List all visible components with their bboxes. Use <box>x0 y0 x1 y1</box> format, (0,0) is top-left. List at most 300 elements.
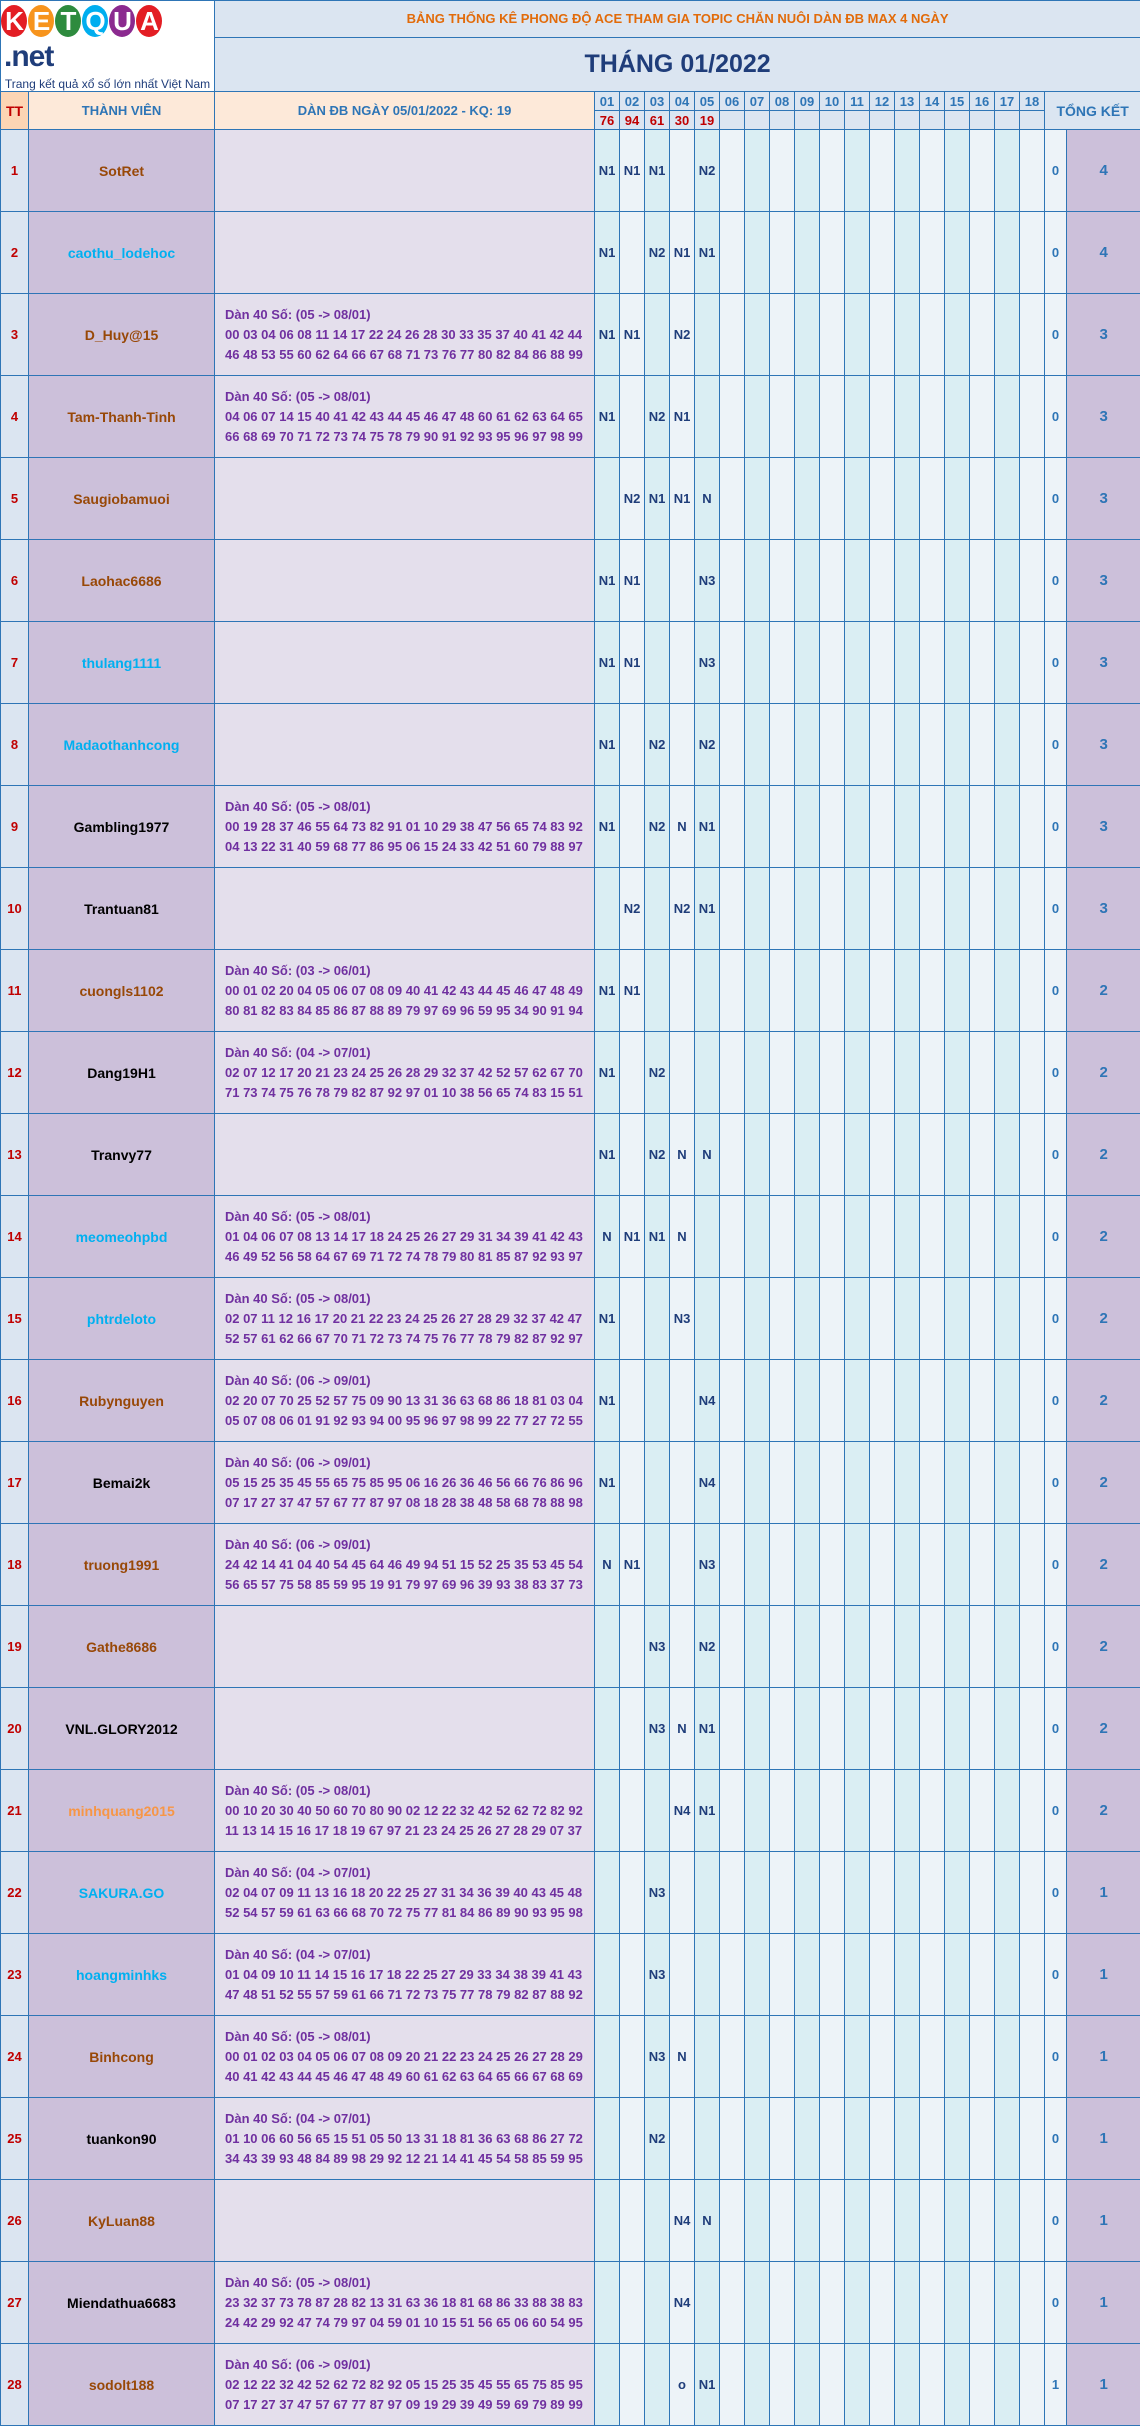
member-row <box>1 1770 1140 1852</box>
day-mark <box>995 1196 1020 1278</box>
day-mark <box>970 868 995 950</box>
day-mark <box>995 1114 1020 1196</box>
day-mark <box>845 1442 870 1524</box>
day-mark <box>595 1688 620 1770</box>
day-mark <box>945 1688 970 1770</box>
miss-count: 0 <box>1045 2016 1067 2098</box>
day-mark: N1 <box>595 376 620 458</box>
day-mark <box>795 868 820 950</box>
day-mark <box>795 540 820 622</box>
day-mark <box>620 376 645 458</box>
day-mark <box>1020 2344 1045 2426</box>
day-mark: N1 <box>620 950 645 1032</box>
day-mark <box>820 868 845 950</box>
day-mark <box>970 2262 995 2344</box>
miss-count: 0 <box>1045 1770 1067 1852</box>
member-name[interactable]: cuongls1102 <box>29 950 215 1032</box>
day-mark <box>720 2344 745 2426</box>
day-mark <box>870 1606 895 1688</box>
day-mark <box>870 1442 895 1524</box>
day-mark <box>670 1442 695 1524</box>
member-name[interactable]: D_Huy@15 <box>29 294 215 376</box>
row-number: 17 <box>1 1442 29 1524</box>
total-score: 1 <box>1067 2016 1140 2098</box>
dan-cell <box>215 1524 595 1606</box>
row-number: 16 <box>1 1360 29 1442</box>
dan-cell <box>215 376 595 458</box>
day-mark <box>795 1196 820 1278</box>
day-mark <box>970 950 995 1032</box>
day-mark <box>620 2098 645 2180</box>
day-mark <box>720 1278 745 1360</box>
day-mark <box>845 950 870 1032</box>
day-mark: N1 <box>595 786 620 868</box>
day-mark <box>645 1278 670 1360</box>
member-name[interactable]: Bemai2k <box>29 1442 215 1524</box>
day-mark <box>795 130 820 212</box>
member-name[interactable]: Dang19H1 <box>29 1032 215 1114</box>
day-mark <box>845 130 870 212</box>
member-name[interactable]: Rubynguyen <box>29 1360 215 1442</box>
day-mark <box>695 376 720 458</box>
day-mark <box>995 1770 1020 1852</box>
day-mark <box>895 458 920 540</box>
total-score: 3 <box>1067 622 1140 704</box>
day-mark: N2 <box>645 376 670 458</box>
day-mark <box>845 376 870 458</box>
day-mark <box>1020 704 1045 786</box>
day-mark <box>795 2180 820 2262</box>
row-number: 27 <box>1 2262 29 2344</box>
row-number: 19 <box>1 1606 29 1688</box>
day-mark <box>620 1852 645 1934</box>
day-mark <box>1020 1032 1045 1114</box>
day-mark <box>995 1278 1020 1360</box>
day-mark <box>870 2180 895 2262</box>
day-mark <box>645 1770 670 1852</box>
day-mark <box>720 2016 745 2098</box>
day-mark: N <box>695 2180 720 2262</box>
day-mark <box>720 458 745 540</box>
day-mark <box>895 950 920 1032</box>
day-mark <box>770 622 795 704</box>
day-mark <box>695 294 720 376</box>
member-name[interactable]: Laohac6686 <box>29 540 215 622</box>
day-mark <box>895 786 920 868</box>
day-result <box>745 111 770 130</box>
day-result <box>920 111 945 130</box>
day-mark <box>970 2180 995 2262</box>
member-name[interactable]: hoangminhks <box>29 1934 215 2016</box>
day-mark <box>945 540 970 622</box>
day-mark: N4 <box>695 1360 720 1442</box>
row-number: 22 <box>1 1852 29 1934</box>
day-mark: N2 <box>645 1032 670 1114</box>
member-name[interactable]: Madaothanhcong <box>29 704 215 786</box>
day-mark <box>970 376 995 458</box>
miss-count: 0 <box>1045 1524 1067 1606</box>
day-mark <box>620 1114 645 1196</box>
miss-count: 0 <box>1045 1688 1067 1770</box>
day-mark <box>970 1196 995 1278</box>
day-mark <box>695 1934 720 2016</box>
day-mark <box>870 868 895 950</box>
day-mark: N1 <box>595 704 620 786</box>
day-mark <box>1020 1524 1045 1606</box>
day-mark: N <box>670 2016 695 2098</box>
row-number: 28 <box>1 2344 29 2426</box>
dan-title: Dàn 40 Số: (05 -> 08/01) <box>225 798 371 814</box>
day-mark <box>945 704 970 786</box>
day-mark <box>995 622 1020 704</box>
day-mark <box>895 540 920 622</box>
day-header: 13 <box>895 92 920 111</box>
day-mark <box>970 540 995 622</box>
row-number: 12 <box>1 1032 29 1114</box>
dan-numbers: 05 15 25 35 45 55 65 75 85 95 06 16 26 36 46 56 66 76 86 96 07 17 27 37 47 57 67 77 87 97 08 18 28 38 48 58 68 78 88 98 <box>225 1474 583 1510</box>
day-mark <box>720 1114 745 1196</box>
total-score: 3 <box>1067 786 1140 868</box>
day-mark <box>770 2262 795 2344</box>
row-number: 6 <box>1 540 29 622</box>
day-mark <box>870 540 895 622</box>
day-mark <box>745 868 770 950</box>
day-mark <box>870 2262 895 2344</box>
day-mark <box>770 2016 795 2098</box>
day-mark <box>745 294 770 376</box>
member-row <box>1 458 1140 540</box>
day-mark <box>770 294 795 376</box>
logo[interactable] <box>1 1 215 92</box>
total-score: 2 <box>1067 1114 1140 1196</box>
day-mark <box>1020 2262 1045 2344</box>
day-mark <box>970 1278 995 1360</box>
dan-title: Dàn 40 Số: (05 -> 08/01) <box>225 1208 371 1224</box>
day-mark: N1 <box>695 786 720 868</box>
row-number: 15 <box>1 1278 29 1360</box>
day-mark <box>695 950 720 1032</box>
day-mark <box>970 1114 995 1196</box>
day-mark <box>895 130 920 212</box>
day-mark: N <box>670 786 695 868</box>
member-name[interactable]: meomeohpbd <box>29 1196 215 1278</box>
day-mark <box>820 294 845 376</box>
day-mark <box>870 376 895 458</box>
total-score: 4 <box>1067 130 1140 212</box>
member-name[interactable]: Gambling1977 <box>29 786 215 868</box>
day-mark <box>895 1196 920 1278</box>
day-mark: N <box>670 1196 695 1278</box>
member-name[interactable]: Saugiobamuoi <box>29 458 215 540</box>
day-mark <box>695 2262 720 2344</box>
day-mark <box>820 130 845 212</box>
dan-numbers: 04 06 07 14 15 40 41 42 43 44 45 46 47 48 60 61 62 63 64 65 66 68 69 70 71 72 73 74 75 78 79 90 91 92 93 95 96 97 98 99 <box>225 408 583 444</box>
day-mark <box>1020 1934 1045 2016</box>
miss-count: 0 <box>1045 1934 1067 2016</box>
day-mark <box>770 1934 795 2016</box>
day-mark <box>995 2344 1020 2426</box>
day-mark <box>645 2262 670 2344</box>
miss-count: 0 <box>1045 2098 1067 2180</box>
day-mark <box>745 1770 770 1852</box>
day-mark <box>870 2098 895 2180</box>
dan-cell <box>215 1032 595 1114</box>
day-mark <box>720 130 745 212</box>
day-mark <box>920 1278 945 1360</box>
member-name[interactable]: SotRet <box>29 130 215 212</box>
day-mark <box>745 376 770 458</box>
day-mark <box>920 1524 945 1606</box>
day-mark <box>645 1524 670 1606</box>
day-mark: N3 <box>645 1606 670 1688</box>
day-mark <box>770 1278 795 1360</box>
day-mark <box>595 2180 620 2262</box>
member-name[interactable]: KyLuan88 <box>29 2180 215 2262</box>
day-mark <box>620 1606 645 1688</box>
miss-count: 0 <box>1045 2262 1067 2344</box>
dan-cell <box>215 1114 595 1196</box>
day-mark <box>845 1934 870 2016</box>
day-mark <box>895 2262 920 2344</box>
day-mark <box>795 212 820 294</box>
dan-title: Dàn 40 Số: (06 -> 09/01) <box>225 2356 371 2372</box>
member-name[interactable]: Gathe8686 <box>29 1606 215 1688</box>
day-mark <box>795 2016 820 2098</box>
day-header: 16 <box>970 92 995 111</box>
total-score: 4 <box>1067 212 1140 294</box>
day-mark <box>920 540 945 622</box>
row-number: 11 <box>1 950 29 1032</box>
dan-title: Dàn 40 Số: (06 -> 09/01) <box>225 1372 371 1388</box>
member-name[interactable]: thulang1111 <box>29 622 215 704</box>
day-mark: N2 <box>620 458 645 540</box>
dan-title: Dàn 40 Số: (05 -> 08/01) <box>225 2274 371 2290</box>
member-row <box>1 2098 1140 2180</box>
day-mark <box>920 950 945 1032</box>
day-mark <box>820 376 845 458</box>
day-mark <box>920 130 945 212</box>
member-name[interactable]: tuankon90 <box>29 2098 215 2180</box>
day-mark: N1 <box>595 540 620 622</box>
member-name[interactable]: truong1991 <box>29 1524 215 1606</box>
miss-count: 0 <box>1045 1032 1067 1114</box>
day-header: 02 <box>620 92 645 111</box>
day-mark <box>745 1852 770 1934</box>
dan-title: Dàn 40 Số: (04 -> 07/01) <box>225 2110 371 2126</box>
miss-count: 0 <box>1045 1114 1067 1196</box>
dan-numbers: 00 19 28 37 46 55 64 73 82 91 01 10 29 38 47 56 65 74 83 92 04 13 22 31 40 59 68 77 86 95 06 15 24 33 42 51 60 79 88 97 <box>225 818 583 854</box>
day-mark <box>645 950 670 1032</box>
day-mark: N2 <box>670 294 695 376</box>
day-mark <box>945 868 970 950</box>
day-mark: N1 <box>595 130 620 212</box>
day-mark <box>845 294 870 376</box>
day-mark <box>920 458 945 540</box>
member-row <box>1 950 1140 1032</box>
day-mark <box>695 2016 720 2098</box>
member-row <box>1 130 1140 212</box>
day-mark <box>895 622 920 704</box>
day-mark <box>670 1934 695 2016</box>
day-mark <box>870 1360 895 1442</box>
dan-cell <box>215 786 595 868</box>
day-mark: N4 <box>670 1770 695 1852</box>
day-mark <box>970 1770 995 1852</box>
day-mark <box>1020 540 1045 622</box>
day-mark: N1 <box>595 1442 620 1524</box>
day-mark <box>595 458 620 540</box>
day-mark <box>945 950 970 1032</box>
day-mark <box>920 786 945 868</box>
day-mark <box>720 212 745 294</box>
member-name[interactable]: Tam-Thanh-Tinh <box>29 376 215 458</box>
day-mark <box>770 950 795 1032</box>
day-mark: N <box>595 1524 620 1606</box>
day-mark <box>995 540 1020 622</box>
member-row <box>1 786 1140 868</box>
day-mark <box>945 212 970 294</box>
day-mark <box>595 1852 620 1934</box>
day-result <box>970 111 995 130</box>
day-mark <box>795 2344 820 2426</box>
day-mark <box>970 1934 995 2016</box>
dan-title: Dàn 40 Số: (05 -> 08/01) <box>225 1290 371 1306</box>
day-mark <box>595 1770 620 1852</box>
logo-letter: U <box>109 5 135 37</box>
day-mark <box>870 2344 895 2426</box>
day-mark <box>645 540 670 622</box>
day-result <box>1020 111 1045 130</box>
day-mark <box>995 1032 1020 1114</box>
day-mark <box>995 458 1020 540</box>
day-mark <box>945 1032 970 1114</box>
day-mark <box>895 1852 920 1934</box>
day-mark <box>770 458 795 540</box>
day-mark <box>620 2262 645 2344</box>
day-mark <box>745 212 770 294</box>
total-score: 3 <box>1067 704 1140 786</box>
dan-numbers: 02 20 07 70 25 52 57 75 09 90 13 31 36 63 68 86 18 81 03 04 05 07 08 06 01 91 92 93 94 00 95 96 97 98 99 22 77 27 72 55 <box>225 1392 583 1428</box>
dan-cell <box>215 2262 595 2344</box>
member-name[interactable]: Tranvy77 <box>29 1114 215 1196</box>
member-name[interactable]: caothu_lodehoc <box>29 212 215 294</box>
dan-numbers: 00 10 20 30 40 50 60 70 80 90 02 12 22 32 42 52 62 72 82 92 11 13 14 15 16 17 18 19 67 97 21 23 24 25 26 27 28 29 07 37 <box>225 1802 583 1838</box>
member-name[interactable]: Binhcong <box>29 2016 215 2098</box>
day-mark <box>645 294 670 376</box>
day-mark <box>970 294 995 376</box>
day-header: 07 <box>745 92 770 111</box>
day-mark <box>720 1606 745 1688</box>
day-mark <box>820 1606 845 1688</box>
day-mark <box>820 2344 845 2426</box>
day-mark: N1 <box>595 1278 620 1360</box>
day-mark <box>945 1114 970 1196</box>
member-name[interactable]: VNL.GLORY2012 <box>29 1688 215 1770</box>
day-header: 04 <box>670 92 695 111</box>
miss-count: 0 <box>1045 294 1067 376</box>
row-number: 21 <box>1 1770 29 1852</box>
logo-wordmark <box>1 1 214 75</box>
day-mark: N1 <box>670 458 695 540</box>
day-mark <box>970 704 995 786</box>
member-name[interactable]: Trantuan81 <box>29 868 215 950</box>
member-name[interactable]: sodolt188 <box>29 2344 215 2426</box>
day-mark <box>845 1278 870 1360</box>
day-mark <box>970 212 995 294</box>
day-mark: N1 <box>595 950 620 1032</box>
column-header-tt: TT <box>1 92 29 130</box>
day-mark <box>920 212 945 294</box>
day-mark <box>795 622 820 704</box>
day-mark <box>745 786 770 868</box>
miss-count: 0 <box>1045 130 1067 212</box>
day-mark <box>820 1360 845 1442</box>
row-number: 14 <box>1 1196 29 1278</box>
day-mark <box>1020 950 1045 1032</box>
day-mark <box>945 2016 970 2098</box>
day-mark <box>645 622 670 704</box>
day-mark <box>620 786 645 868</box>
day-result <box>795 111 820 130</box>
day-mark <box>720 2262 745 2344</box>
dan-numbers: 00 01 02 20 04 05 06 07 08 09 40 41 42 43 44 45 46 47 48 49 80 81 82 83 84 85 86 87 88 89 79 97 69 96 59 95 34 90 91 94 <box>225 982 583 1018</box>
day-mark <box>820 2098 845 2180</box>
day-mark <box>920 1032 945 1114</box>
dan-cell <box>215 704 595 786</box>
day-mark: N3 <box>645 2016 670 2098</box>
day-mark <box>895 294 920 376</box>
day-mark <box>895 2098 920 2180</box>
total-score: 2 <box>1067 1360 1140 1442</box>
member-name[interactable]: phtrdeloto <box>29 1278 215 1360</box>
dan-numbers: 02 07 12 17 20 21 23 24 25 26 28 29 32 37 42 52 57 62 67 70 71 73 74 75 76 78 79 82 87 92 97 01 10 38 56 65 74 83 15 51 <box>225 1064 583 1100</box>
day-mark: N3 <box>695 1524 720 1606</box>
member-name[interactable]: minhquang2015 <box>29 1770 215 1852</box>
total-score: 3 <box>1067 868 1140 950</box>
day-mark: N1 <box>620 1524 645 1606</box>
day-mark <box>645 868 670 950</box>
day-mark: N2 <box>670 868 695 950</box>
day-mark <box>870 1688 895 1770</box>
dan-cell <box>215 1770 595 1852</box>
row-number: 3 <box>1 294 29 376</box>
day-mark <box>1020 458 1045 540</box>
day-mark <box>745 704 770 786</box>
dan-numbers: 24 42 14 41 04 40 54 45 64 46 49 94 51 15 52 25 35 53 45 54 56 65 57 75 58 85 59 95 19 91 79 97 69 96 39 93 38 83 37 73 <box>225 1556 583 1592</box>
day-mark <box>620 1934 645 2016</box>
dan-title: Dàn 40 Số: (05 -> 08/01) <box>225 306 371 322</box>
day-mark <box>995 130 1020 212</box>
day-mark <box>870 1114 895 1196</box>
day-mark <box>770 1852 795 1934</box>
day-mark <box>1020 2098 1045 2180</box>
day-mark <box>845 1114 870 1196</box>
member-name[interactable]: Miendathua6683 <box>29 2262 215 2344</box>
miss-count: 0 <box>1045 1360 1067 1442</box>
dan-cell <box>215 2344 595 2426</box>
member-name[interactable]: SAKURA.GO <box>29 1852 215 1934</box>
day-mark <box>920 2262 945 2344</box>
day-result <box>945 111 970 130</box>
row-number: 25 <box>1 2098 29 2180</box>
day-mark <box>620 704 645 786</box>
member-row <box>1 1114 1140 1196</box>
day-mark: N1 <box>695 868 720 950</box>
day-mark <box>745 622 770 704</box>
day-mark <box>770 786 795 868</box>
day-header: 15 <box>945 92 970 111</box>
day-mark <box>1020 868 1045 950</box>
